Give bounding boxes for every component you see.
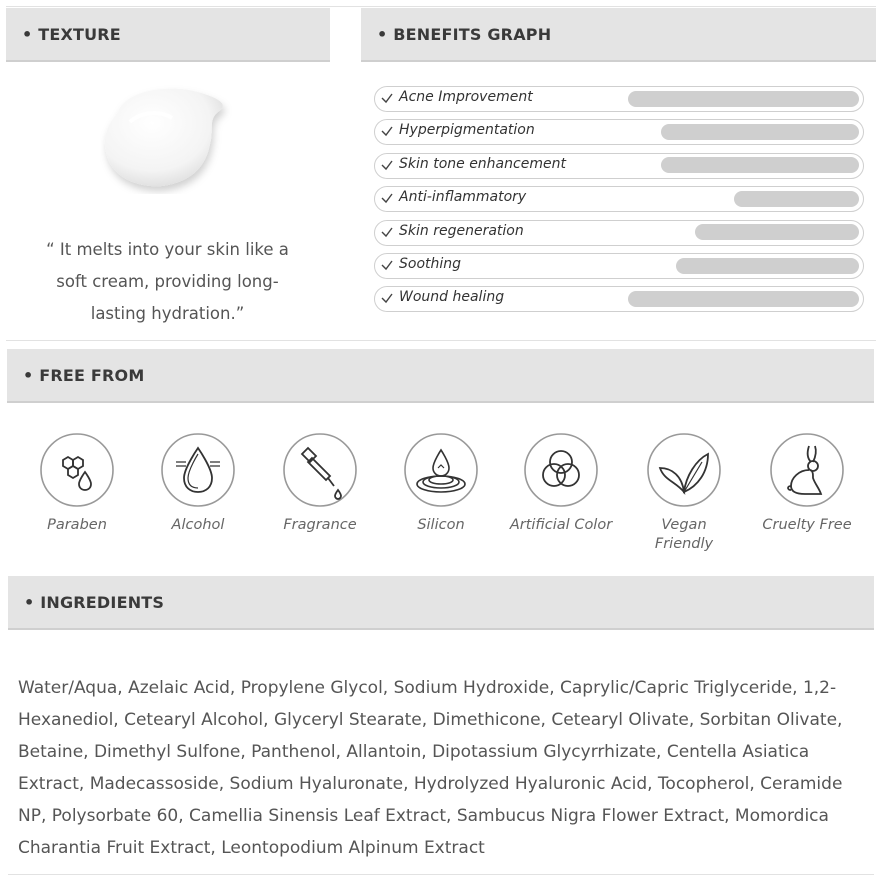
- free-from-label: Vegan Friendly: [654, 517, 714, 552]
- check-icon: [380, 225, 394, 239]
- silicon-icon: [403, 432, 479, 508]
- benefit-row: [374, 220, 864, 246]
- benefit-label: Acne Improvement: [399, 89, 533, 105]
- benefit-label: Skin regeneration: [399, 222, 524, 239]
- benefit-row: [374, 186, 864, 212]
- free-from-fragrance: [255, 432, 385, 535]
- section-divider: [6, 340, 876, 341]
- free-from-label: Artificial Color: [509, 517, 613, 533]
- benefit-row: [374, 86, 864, 112]
- check-icon: [380, 291, 394, 305]
- bottom-divider: [8, 874, 874, 875]
- benefit-label: Anti-inflammatory: [399, 189, 527, 206]
- benefit-label: Wound healing: [399, 289, 505, 306]
- rabbit-icon: [769, 432, 845, 508]
- free-from-label: Paraben: [47, 517, 107, 533]
- check-icon: [380, 191, 394, 205]
- benefit-row: [374, 286, 864, 312]
- free-from-label: Cruelty Free: [762, 517, 852, 533]
- vegan-icon: [646, 432, 722, 508]
- top-divider: [6, 6, 876, 7]
- check-icon: [380, 258, 394, 272]
- benefit-label: Soothing: [399, 256, 462, 272]
- free-from-vegan: [619, 432, 749, 554]
- benefits-title: • BENEFITS GRAPH: [377, 25, 551, 44]
- free-from-label: Fragrance: [283, 517, 357, 533]
- texture-header: [6, 8, 330, 62]
- texture-quote: “ It melts into your skin like a soft cream, providing long-lasting hydration.”: [46, 240, 289, 323]
- fragrance-icon: [282, 432, 358, 508]
- free-from-label: Silicon: [417, 517, 465, 533]
- paraben-icon: [39, 432, 115, 508]
- free-from-alcohol: [133, 432, 263, 535]
- benefit-bar: [628, 291, 859, 307]
- free-from-silicon: [376, 432, 506, 535]
- check-icon: [380, 158, 394, 172]
- free-from-label: Alcohol: [171, 517, 225, 533]
- benefit-bar: [734, 191, 859, 207]
- benefit-row: [374, 119, 864, 145]
- benefits-header: [361, 8, 876, 62]
- benefit-bar: [661, 157, 859, 173]
- artificial-color-icon: [523, 432, 599, 508]
- cream-texture-image: [100, 82, 232, 194]
- alcohol-icon: [160, 432, 236, 508]
- benefit-row: [374, 253, 864, 279]
- free-from-title: • FREE FROM: [23, 366, 144, 385]
- ingredients-text: Water/Aqua, Azelaic Acid, Propylene Glycol, Sodium Hydroxide, Caprylic/Capric Triglyceride, 1,2-Hexanediol, Cetearyl Alcohol, Glyceryl Stearate, Dimethicone, Cetearyl Olivate, Sorbitan Olivate, Betaine, Dimethyl Sulfone, Panthenol, Allantoin, Dipotassium Glycyrrhizate, Centella Asiatica Extract, Madecassoside, Sodium Hyaluronate, Hydrolyzed Hyaluronic Acid, Tocopherol, Ceramide NP, Polysorbate 60, Camellia Sinensis Leaf Extract, Sambucus Nigra Flower Extract, Momordica Charantia Fruit Extract, Leontopodium Alpinum Extract: [18, 678, 843, 858]
- benefit-bar: [661, 124, 859, 140]
- free-from-artificial-color: [496, 432, 626, 535]
- free-from-paraben: [12, 432, 142, 535]
- benefit-bar: [695, 224, 859, 240]
- ingredients-header: [8, 576, 874, 630]
- ingredients-title: • INGREDIENTS: [24, 593, 164, 612]
- free-from-header: [7, 349, 874, 403]
- benefit-label: Hyperpigmentation: [399, 122, 535, 139]
- benefit-bar: [628, 91, 859, 107]
- benefit-row: [374, 153, 864, 179]
- benefit-label: Skin tone enhancement: [399, 155, 566, 172]
- check-icon: [380, 91, 394, 105]
- free-from-cruelty: [742, 432, 872, 535]
- texture-title: • TEXTURE: [22, 25, 121, 44]
- benefit-bar: [676, 258, 859, 274]
- check-icon: [380, 124, 394, 138]
